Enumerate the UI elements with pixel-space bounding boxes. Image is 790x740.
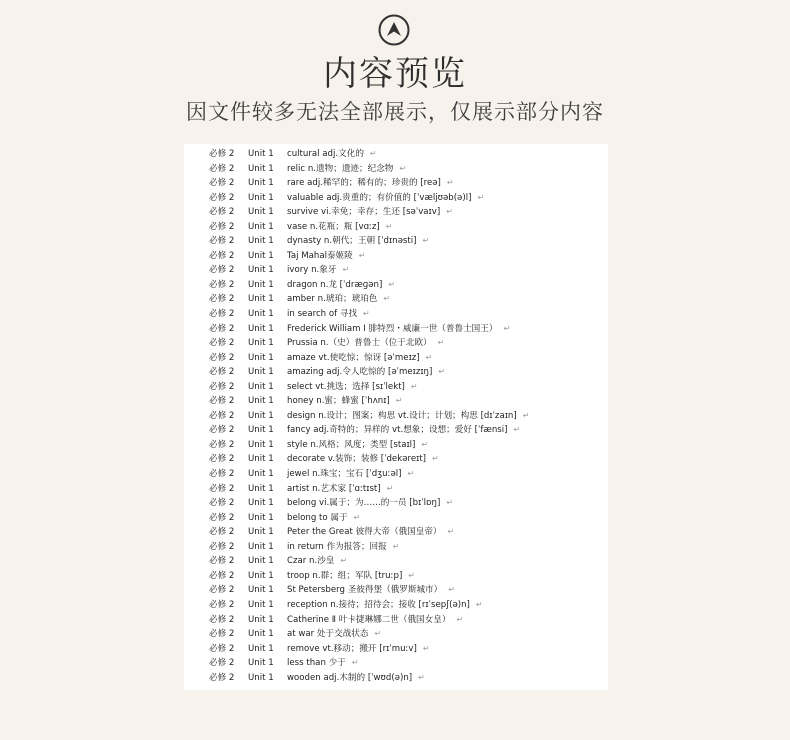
vocab-entry (287, 278, 395, 293)
paragraph-mark-icon: ↵ (438, 367, 446, 377)
entry-text: select vt.挑选；选择 [sɪˈlekt] (287, 381, 405, 392)
entry-text: troop n.群；组；军队 [truːp] (287, 570, 403, 581)
list-item (184, 569, 608, 584)
paragraph-mark-icon: ↵ (425, 352, 433, 362)
course-label: 必修 2 (209, 294, 235, 305)
list-item (184, 642, 608, 657)
unit-label: Unit 1 (248, 614, 274, 625)
vocab-entry (287, 423, 520, 438)
vocab-entry (287, 569, 415, 584)
entry-text: ivory n.象牙 (287, 265, 337, 276)
paragraph-mark-icon: ↵ (522, 410, 530, 420)
paragraph-mark-icon: ↵ (437, 338, 445, 348)
paragraph-mark-icon: ↵ (503, 323, 511, 333)
course-label: 必修 2 (209, 309, 235, 320)
vocab-entry (287, 263, 349, 278)
course-label: 必修 2 (209, 338, 235, 349)
entry-text: wooden adj.木制的 [ˈwʊd(ə)n] (287, 672, 413, 683)
list-item (184, 482, 608, 497)
vocab-entry (287, 249, 365, 264)
paragraph-mark-icon: ↵ (342, 265, 350, 275)
list-item (184, 496, 608, 511)
unit-label: Unit 1 (248, 323, 274, 334)
course-label: 必修 2 (209, 352, 235, 363)
entry-text: belong vi.属于；为……的一员 [bɪˈlɒŋ] (287, 498, 441, 509)
list-item (184, 540, 608, 555)
vocab-entry (287, 351, 432, 366)
unit-label: Unit 1 (248, 629, 274, 640)
vocab-entry (287, 220, 393, 235)
paragraph-mark-icon: ↵ (369, 149, 377, 158)
course-label: 必修 2 (209, 207, 235, 218)
paragraph-mark-icon: ↵ (447, 527, 455, 537)
vocab-entry (287, 147, 377, 162)
page-title: 内容预览 (323, 54, 467, 94)
unit-label: Unit 1 (248, 454, 274, 465)
course-label: 必修 2 (209, 323, 235, 334)
course-label: 必修 2 (209, 585, 235, 596)
course-label: 必修 2 (209, 279, 235, 290)
unit-label: Unit 1 (248, 192, 274, 203)
entry-text: dragon n.龙 [ˈdræɡən] (287, 279, 383, 290)
entry-text: amazing adj.令人吃惊的 [əˈmeɪzɪŋ] (287, 367, 433, 378)
unit-label: Unit 1 (248, 527, 274, 538)
paragraph-mark-icon: ↵ (421, 439, 429, 449)
course-label: 必修 2 (209, 221, 235, 232)
unit-label: Unit 1 (248, 149, 274, 159)
vocab-entry (287, 394, 402, 409)
list-item (184, 467, 608, 482)
list-item (184, 307, 608, 322)
vocab-entry (287, 322, 510, 337)
paragraph-mark-icon: ↵ (446, 498, 454, 508)
list-item (184, 598, 608, 613)
course-label: 必修 2 (209, 512, 235, 523)
entry-text: Peter the Great 彼得大帝（俄国皇帝） (287, 527, 442, 538)
page-subtitle: 因文件较多无法全部展示，仅展示部分内容 (186, 100, 604, 124)
course-label: 必修 2 (209, 163, 235, 174)
unit-label: Unit 1 (248, 250, 274, 261)
vocab-entry (287, 583, 455, 598)
course-label: 必修 2 (209, 149, 235, 159)
course-label: 必修 2 (209, 439, 235, 450)
unit-label: Unit 1 (248, 367, 274, 378)
paragraph-mark-icon: ↵ (448, 585, 455, 595)
course-label: 必修 2 (209, 483, 235, 494)
list-item (184, 365, 608, 380)
vocab-entry (287, 656, 359, 671)
list-item (184, 336, 608, 351)
unit-label: Unit 1 (248, 309, 274, 320)
paragraph-mark-icon: ↵ (432, 454, 439, 464)
entry-text: vase n.花瓶；瓶 [vɑːz] (287, 221, 380, 232)
unit-label: Unit 1 (248, 672, 274, 683)
course-label: 必修 2 (209, 425, 235, 436)
list-item (184, 351, 608, 366)
vocab-entry (287, 613, 463, 628)
unit-label: Unit 1 (248, 381, 274, 392)
vocab-entry (287, 452, 439, 467)
paragraph-mark-icon: ↵ (418, 672, 425, 682)
course-label: 必修 2 (209, 541, 235, 552)
vocab-entry (287, 205, 453, 220)
unit-label: Unit 1 (248, 410, 274, 421)
course-label: 必修 2 (209, 527, 235, 538)
vocab-entry (287, 234, 429, 249)
course-label: 必修 2 (209, 556, 235, 567)
entry-text: amber n.琥珀；琥珀色 (287, 294, 378, 305)
list-item (184, 176, 608, 191)
unit-label: Unit 1 (248, 221, 274, 232)
list-item (184, 438, 608, 453)
entry-text: survive vi.幸免；幸存；生还 [səˈvaɪv] (287, 207, 441, 218)
entry-text: cultural adj.文化的 (287, 149, 364, 159)
course-label: 必修 2 (209, 570, 235, 581)
list-item (184, 263, 608, 278)
paragraph-mark-icon: ↵ (351, 658, 359, 668)
course-label: 必修 2 (209, 469, 235, 480)
list-item (184, 671, 608, 686)
vocab-entry (287, 307, 370, 322)
paragraph-mark-icon: ↵ (399, 163, 407, 173)
entry-text: amaze vt.使吃惊；惊讶 [əˈmeɪz] (287, 352, 420, 363)
unit-label: Unit 1 (248, 585, 274, 596)
list-item (184, 423, 608, 438)
paragraph-mark-icon: ↵ (446, 207, 453, 217)
paragraph-mark-icon: ↵ (363, 309, 370, 319)
paragraph-mark-icon: ↵ (456, 614, 464, 624)
unit-label: Unit 1 (248, 163, 274, 174)
unit-label: Unit 1 (248, 439, 274, 450)
paragraph-mark-icon: ↵ (374, 629, 382, 639)
unit-label: Unit 1 (248, 498, 274, 509)
entry-text: fancy adj.奇特的；异样的 vt.想象；设想；爱好 [ˈfænsi] (287, 425, 508, 436)
unit-label: Unit 1 (248, 512, 274, 523)
unit-label: Unit 1 (248, 599, 274, 610)
paragraph-mark-icon: ↵ (385, 221, 393, 231)
entry-text: Frederick William I 腓特烈・威廉一世（普鲁士国王） (287, 323, 498, 334)
entry-text: Prussia n.（史）普鲁士（位于北欧） (287, 338, 432, 349)
entry-text: at war 处于交战状态 (287, 629, 369, 640)
list-item (184, 249, 608, 264)
list-item (184, 292, 608, 307)
course-label: 必修 2 (209, 178, 235, 189)
list-item (184, 191, 608, 206)
unit-label: Unit 1 (248, 207, 274, 218)
entry-text: rare adj.稀罕的；稀有的；珍贵的 [reə] (287, 178, 441, 189)
list-item (184, 234, 608, 249)
list-item (184, 380, 608, 395)
course-label: 必修 2 (209, 454, 235, 465)
entry-text: dynasty n.朝代；王朝 [ˈdɪnəsti] (287, 236, 417, 247)
vocab-entry (287, 365, 445, 380)
paragraph-mark-icon: ↵ (475, 599, 483, 609)
entry-text: artist n.艺术家 [ˈɑːtɪst] (287, 483, 381, 494)
entry-text: design n.设计；图案；构思 vt.设计；计划；构思 [dɪˈzaɪn] (287, 410, 517, 421)
unit-label: Unit 1 (248, 338, 274, 349)
arrow-up-circle-icon (378, 14, 410, 46)
unit-label: Unit 1 (248, 541, 274, 552)
course-label: 必修 2 (209, 629, 235, 640)
paragraph-mark-icon: ↵ (410, 381, 418, 391)
entry-text: relic n.遗物；遗迹；纪念物 (287, 163, 394, 174)
vocab-entry (287, 671, 425, 686)
unit-label: Unit 1 (248, 294, 274, 305)
unit-label: Unit 1 (248, 570, 274, 581)
course-label: 必修 2 (209, 381, 235, 392)
unit-label: Unit 1 (248, 658, 274, 669)
unit-label: Unit 1 (248, 178, 274, 189)
paragraph-mark-icon: ↵ (408, 570, 415, 580)
entry-text: Catherine Ⅱ 叶卡捷琳娜二世（俄国女皇） (287, 614, 451, 625)
list-item (184, 220, 608, 235)
entry-text: less than 少于 (287, 658, 346, 669)
vocab-entry (287, 496, 453, 511)
vocab-entry (287, 467, 414, 482)
unit-label: Unit 1 (248, 352, 274, 363)
unit-label: Unit 1 (248, 396, 274, 407)
vocab-entry (287, 627, 381, 642)
paragraph-mark-icon: ↵ (395, 396, 403, 406)
vocab-entry (287, 162, 406, 177)
vocab-entry (287, 642, 430, 657)
list-item (184, 583, 608, 598)
entry-text: valuable adj.贵重的；有价值的 [ˈvæljʊəb(ə)l] (287, 192, 472, 203)
unit-label: Unit 1 (248, 643, 274, 654)
course-label: 必修 2 (209, 236, 235, 247)
list-item (184, 147, 608, 162)
paragraph-mark-icon: ↵ (477, 192, 485, 202)
unit-label: Unit 1 (248, 483, 274, 494)
paragraph-mark-icon: ↵ (386, 483, 394, 493)
list-item (184, 511, 608, 526)
list-item (184, 162, 608, 177)
list-item (184, 394, 608, 409)
paragraph-mark-icon: ↵ (388, 279, 396, 289)
unit-label: Unit 1 (248, 425, 274, 436)
vocabulary-list (184, 147, 608, 685)
course-label: 必修 2 (209, 250, 235, 261)
paragraph-mark-icon: ↵ (358, 250, 366, 260)
unit-label: Unit 1 (248, 469, 274, 480)
entry-text: St Petersberg 圣彼得堡（俄罗斯城市） (287, 585, 443, 596)
entry-text: reception n.接待；招待会；接收 [rɪˈsepʃ(ə)n] (287, 599, 470, 610)
paragraph-mark-icon: ↵ (422, 643, 430, 653)
vocab-entry (287, 482, 393, 497)
course-label: 必修 2 (209, 192, 235, 203)
entry-text: Czar n.沙皇 (287, 556, 335, 567)
list-item (184, 452, 608, 467)
list-item (184, 525, 608, 540)
course-label: 必修 2 (209, 614, 235, 625)
unit-label: Unit 1 (248, 279, 274, 290)
paragraph-mark-icon: ↵ (383, 294, 391, 304)
vocab-entry (287, 511, 360, 526)
vocab-entry (287, 336, 444, 351)
vocab-entry (287, 409, 529, 424)
course-label: 必修 2 (209, 672, 235, 683)
entry-text: jewel n.珠宝；宝石 [ˈdʒuːəl] (287, 469, 402, 480)
entry-text: in search of 寻找 (287, 309, 358, 320)
course-label: 必修 2 (209, 410, 235, 421)
course-label: 必修 2 (209, 599, 235, 610)
vocab-entry (287, 598, 483, 613)
paragraph-mark-icon: ↵ (513, 425, 521, 435)
vocab-entry (287, 438, 428, 453)
course-label: 必修 2 (209, 396, 235, 407)
paragraph-mark-icon: ↵ (422, 236, 430, 246)
list-item (184, 613, 608, 628)
list-item (184, 554, 608, 569)
entry-text: style n.风格；风度；类型 [staɪl] (287, 439, 416, 450)
entry-text: belong to 属于 (287, 512, 348, 523)
list-item (184, 278, 608, 293)
vocab-entry (287, 176, 454, 191)
vocab-entry (287, 554, 347, 569)
vocab-entry (287, 525, 454, 540)
document-preview (184, 144, 608, 690)
paragraph-mark-icon: ↵ (446, 178, 454, 188)
list-item (184, 205, 608, 220)
course-label: 必修 2 (209, 658, 235, 669)
paragraph-mark-icon: ↵ (392, 541, 400, 551)
unit-label: Unit 1 (248, 556, 274, 567)
vocab-entry (287, 292, 390, 307)
paragraph-mark-icon: ↵ (340, 556, 348, 566)
entry-text: in return 作为报答；回报 (287, 541, 387, 552)
entry-text: honey n.蜜；蜂蜜 [ˈhʌnɪ] (287, 396, 390, 407)
list-item (184, 409, 608, 424)
unit-label: Unit 1 (248, 236, 274, 247)
vocab-entry (287, 380, 418, 395)
vocab-entry (287, 191, 484, 206)
entry-text: decorate v.装饰；装修 [ˈdekəreɪt] (287, 454, 427, 465)
list-item (184, 322, 608, 337)
course-label: 必修 2 (209, 643, 235, 654)
course-label: 必修 2 (209, 265, 235, 276)
vocab-entry (287, 540, 399, 555)
course-label: 必修 2 (209, 367, 235, 378)
entry-text: remove vt.移动；搬开 [rɪˈmuːv] (287, 643, 417, 654)
course-label: 必修 2 (209, 498, 235, 509)
entry-text: Taj Mahal泰姬陵 (287, 250, 353, 261)
list-item (184, 627, 608, 642)
paragraph-mark-icon: ↵ (353, 512, 361, 522)
paragraph-mark-icon: ↵ (407, 469, 415, 479)
unit-label: Unit 1 (248, 265, 274, 276)
list-item (184, 656, 608, 671)
